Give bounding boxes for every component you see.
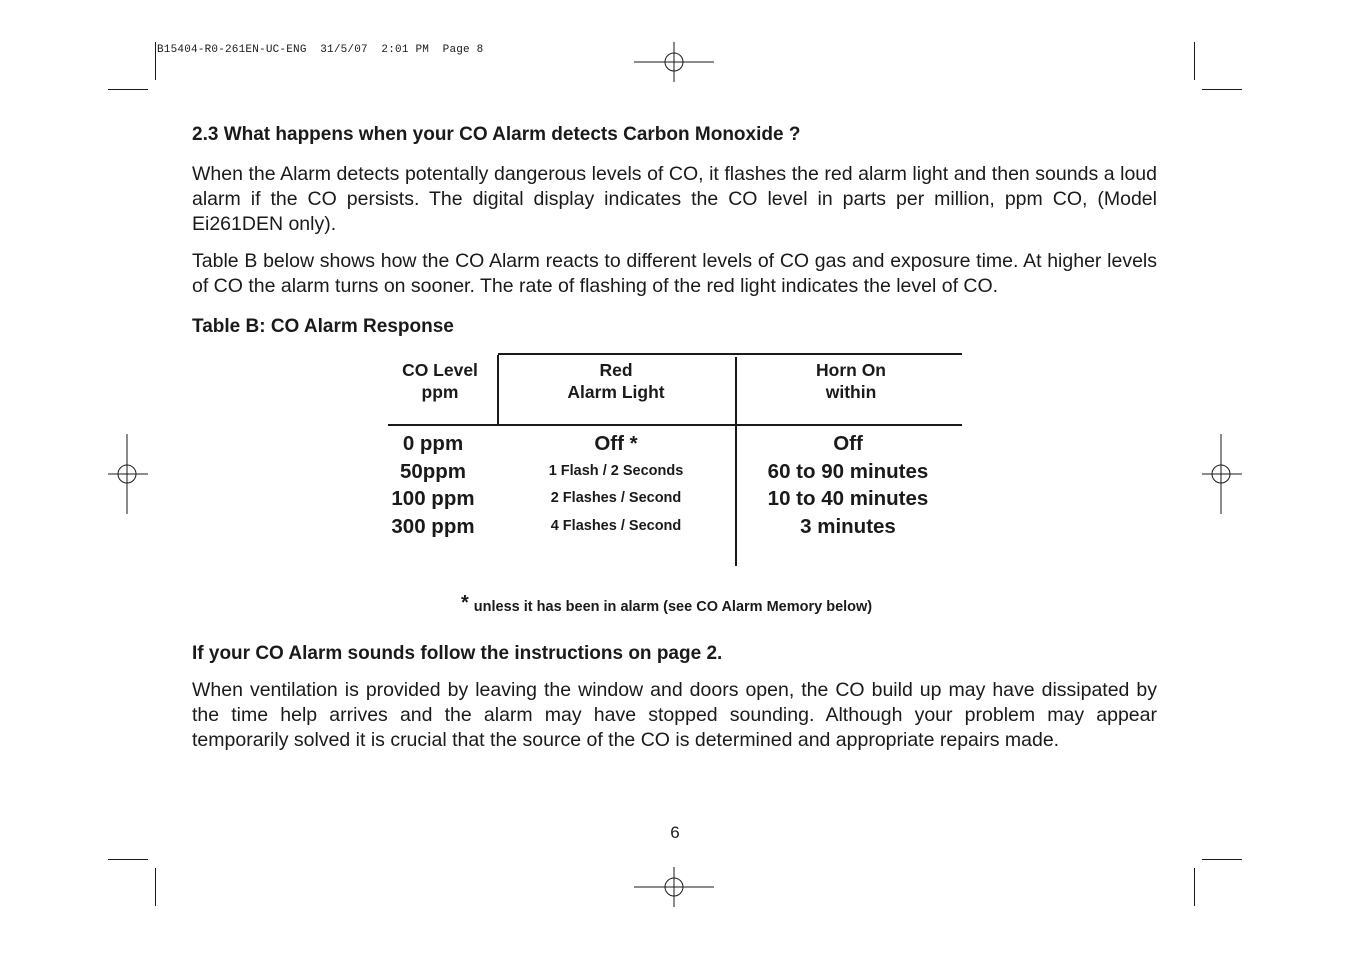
table-cell-red-light: 4 Flashes / Second: [550, 517, 682, 534]
crop-mark: [108, 859, 148, 860]
footnote-text: unless it has been in alarm (see CO Alarm Memory below): [473, 599, 873, 615]
table-cell-red-light: 2 Flashes / Second: [550, 490, 682, 506]
table-cell-horn: 10 to 40 minutes: [767, 487, 929, 510]
page-number: 6: [670, 823, 680, 842]
crop-mark: [1194, 868, 1195, 906]
ventilation-paragraph: When ventilation is provided by leaving the window and doors open, the CO build up may have dissipated by the time help arrives and the alarm may have stopped sounding. Although your problem may appear temporarily solved it is crucial that the source of the CO is determined and appropriate repairs made.: [192, 679, 1157, 751]
crop-mark: [108, 89, 148, 90]
table-cell-red-light: Off *: [594, 432, 638, 455]
crop-mark: [1202, 89, 1242, 90]
header-red-alarm-light: Red Alarm Light: [567, 360, 665, 402]
printer-slug: B15404-R0-261EN-UC-ENG 31/5/07 2:01 PM Page 8: [157, 44, 484, 56]
table-top-rule: [498, 353, 962, 355]
instruction-heading: If your CO Alarm sounds follow the instructions on page 2.: [192, 643, 723, 664]
table-cell-red-light: 1 Flash / 2 Seconds: [548, 462, 684, 479]
table-header-rule: [388, 424, 962, 426]
co-alarm-response-table: [388, 353, 962, 567]
table-cell-co-level: 0 ppm: [402, 432, 464, 455]
table-column-divider: [497, 355, 499, 425]
footnote-asterisk: *: [461, 592, 469, 614]
table-cell-co-level: 300 ppm: [391, 514, 475, 538]
table-cell-horn: 3 minutes: [800, 514, 896, 538]
crop-mark: [1202, 859, 1242, 860]
table-cell-horn: 60 to 90 minutes: [767, 459, 929, 483]
table-column-divider: [735, 357, 737, 566]
registration-mark-icon: [1202, 434, 1242, 514]
registration-mark-icon: [108, 434, 148, 514]
horn-column: [738, 430, 958, 540]
table-description-paragraph: Table B below shows how the CO Alarm reacts to different levels of CO gas and exposure time. At higher levels of CO the alarm turns on sooner. The rate of flashing of the red light indicates the level of CO.: [192, 250, 1157, 297]
crop-mark: [155, 42, 156, 80]
red-light-column: [500, 430, 732, 540]
intro-paragraph: When the Alarm detects potentally dangerous levels of CO, it flashes the red alarm light and then sounds a loud alarm if the CO persists. The digital display indicates the CO level in parts per million, ppm CO, (Model Ei261DEN only).: [192, 163, 1157, 235]
registration-mark-icon: [634, 42, 714, 82]
table-footnote: [461, 592, 872, 615]
header-horn-on-within: Horn On within: [816, 360, 886, 402]
table-cell-co-level: 100 ppm: [391, 487, 475, 510]
table-title: Table B: CO Alarm Response: [192, 316, 454, 337]
header-co-level: CO Level ppm: [402, 360, 478, 402]
crop-mark: [1194, 42, 1195, 80]
table-cell-co-level: 50ppm: [399, 459, 467, 483]
section-heading: 2.3 What happens when your CO Alarm detects Carbon Monoxide ?: [192, 124, 801, 145]
registration-mark-icon: [634, 867, 714, 907]
crop-mark: [155, 868, 156, 906]
co-level-column: [388, 430, 478, 540]
table-cell-horn: Off: [833, 432, 863, 455]
